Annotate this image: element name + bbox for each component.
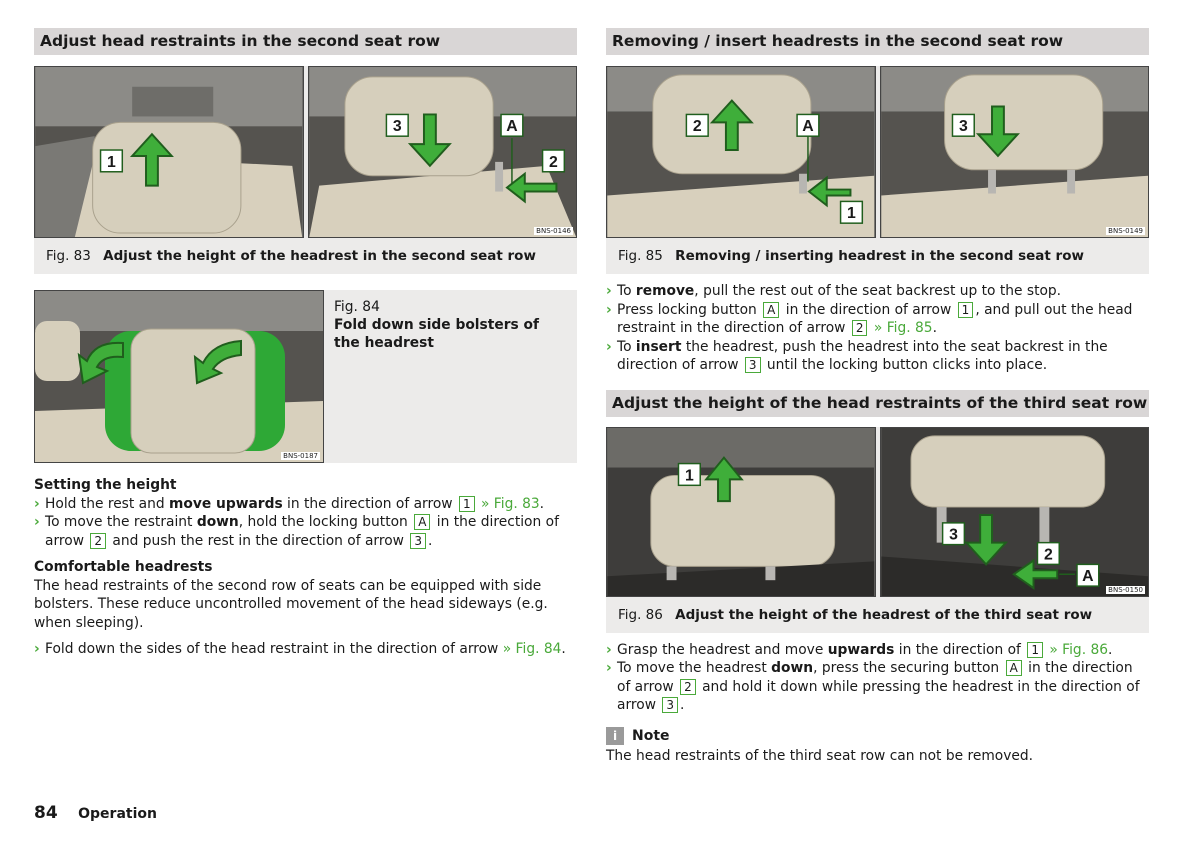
chevron-right-icon: › bbox=[606, 641, 612, 658]
section-heading: Adjust head restraints in the second seat row bbox=[34, 28, 577, 55]
step bbox=[606, 338, 1149, 375]
figure-83-photo-right bbox=[308, 66, 578, 238]
figure-link[interactable]: » Fig. 86 bbox=[1049, 641, 1109, 658]
label-2 bbox=[686, 114, 708, 136]
svg-text:3: 3 bbox=[392, 118, 402, 136]
third-row-down-illustration bbox=[881, 428, 1149, 596]
section-name: Operation bbox=[78, 806, 157, 822]
figure-83-photo-left bbox=[34, 66, 304, 238]
chevron-right-icon: › bbox=[34, 514, 40, 530]
chevron-right-icon: › bbox=[606, 301, 612, 318]
step bbox=[34, 640, 577, 659]
key-label: 1 bbox=[459, 496, 475, 512]
text: To bbox=[617, 283, 636, 299]
note-heading bbox=[606, 727, 1149, 745]
figure-85-photo-right bbox=[880, 66, 1150, 238]
text: , hold the locking button bbox=[238, 514, 413, 530]
emphasis: down bbox=[196, 514, 239, 530]
figure-number: Fig. 83 bbox=[46, 248, 91, 264]
figure-code: BNS-0150 bbox=[1108, 585, 1143, 594]
figure-86-caption bbox=[606, 597, 1149, 633]
figure-86-photo-right bbox=[880, 427, 1150, 597]
svg-text:A: A bbox=[802, 118, 814, 136]
label-2 bbox=[1037, 542, 1059, 564]
step bbox=[34, 513, 577, 550]
label-3 bbox=[386, 114, 408, 136]
key-label: 2 bbox=[90, 533, 106, 549]
text: and hold it down while pressing the headrest in the direction of arrow bbox=[617, 678, 1140, 713]
text: in the direction of bbox=[894, 641, 1026, 658]
text: and push the rest in the direction of arrow bbox=[108, 532, 409, 549]
chevron-right-icon: › bbox=[606, 283, 612, 299]
side-bolster-illustration bbox=[35, 291, 323, 462]
text: To move the restraint bbox=[45, 514, 197, 530]
figure-85-photos bbox=[606, 66, 1149, 238]
svg-text:2: 2 bbox=[548, 153, 558, 171]
third-row-steps bbox=[606, 641, 1149, 715]
key-label: 2 bbox=[680, 679, 696, 695]
step bbox=[606, 282, 1149, 301]
figure-number: Fig. 86 bbox=[618, 606, 663, 623]
headrest-remove-illustration bbox=[607, 67, 875, 237]
emphasis: remove bbox=[635, 283, 695, 299]
chevron-right-icon: › bbox=[34, 641, 40, 657]
page-number: 84 bbox=[34, 803, 58, 823]
figure-number: Fig. 85 bbox=[618, 248, 663, 264]
step bbox=[606, 641, 1149, 660]
text: . bbox=[680, 697, 685, 713]
label-1 bbox=[101, 150, 123, 172]
step bbox=[606, 301, 1149, 338]
label-A bbox=[797, 114, 819, 136]
text: in the direction of arrow bbox=[781, 301, 956, 318]
figure-86 bbox=[606, 427, 1149, 633]
figure-code: BNS-0146 bbox=[536, 227, 571, 235]
third-row-up-illustration bbox=[607, 428, 875, 596]
key-label: 1 bbox=[1027, 642, 1043, 658]
headrest-insert-illustration bbox=[881, 67, 1149, 237]
subheading: Setting the height bbox=[34, 477, 177, 493]
svg-text:3: 3 bbox=[948, 526, 958, 544]
text: To move the headrest bbox=[617, 660, 772, 676]
figure-title: Adjust the height of the headrest of the third seat row bbox=[675, 606, 1093, 623]
svg-text:A: A bbox=[1081, 567, 1094, 585]
left-column bbox=[34, 28, 577, 659]
key-label: 3 bbox=[745, 357, 761, 373]
text: Fold down the sides of the head restraint in the direction of arrow bbox=[45, 641, 503, 657]
key-label: 3 bbox=[410, 533, 426, 549]
figure-83-caption bbox=[34, 238, 577, 274]
label-1 bbox=[678, 463, 700, 485]
text: Grasp the headrest and move bbox=[617, 641, 828, 658]
emphasis: down bbox=[771, 660, 814, 676]
subheading: Comfortable headrests bbox=[34, 559, 213, 575]
figure-title: Adjust the height of the headrest in the second seat row bbox=[103, 248, 536, 264]
key-label: A bbox=[414, 514, 430, 530]
text: . bbox=[932, 320, 937, 336]
label-2 bbox=[542, 150, 564, 172]
text: , pull the rest out of the seat backrest up to the stop. bbox=[694, 283, 1062, 299]
figure-83 bbox=[34, 66, 577, 274]
key-label: 3 bbox=[662, 697, 678, 713]
figure-link[interactable]: » Fig. 83 bbox=[480, 495, 540, 512]
svg-text:1: 1 bbox=[847, 205, 856, 223]
text: Press locking button bbox=[617, 301, 762, 318]
text: , press the securing button bbox=[813, 660, 1004, 676]
text: until the locking button clicks into place. bbox=[762, 357, 1048, 373]
text: . bbox=[427, 532, 433, 549]
figure-86-photo-left bbox=[606, 427, 876, 597]
figure-84-caption bbox=[324, 290, 577, 463]
figure-code: BNS-0187 bbox=[283, 452, 318, 460]
info-icon: i bbox=[606, 727, 624, 745]
chevron-right-icon: › bbox=[34, 495, 40, 512]
label-A bbox=[1077, 564, 1099, 586]
emphasis: upwards bbox=[827, 641, 895, 658]
svg-text:1: 1 bbox=[684, 466, 694, 484]
key-label: 1 bbox=[958, 302, 974, 318]
note-text: The head restraints of the third seat row can not be removed. bbox=[606, 747, 1034, 764]
figure-85-photo-left bbox=[606, 66, 876, 238]
text: in the direction of arrow bbox=[617, 660, 1133, 695]
figure-85 bbox=[606, 66, 1149, 274]
svg-text:1: 1 bbox=[107, 153, 116, 171]
key-label: 2 bbox=[852, 320, 868, 336]
text: in the direction of arrow bbox=[45, 514, 559, 549]
headrest-up-illustration bbox=[35, 67, 303, 237]
text: , and pull out the head restraint in the direction of arrow bbox=[617, 301, 1133, 336]
text: Hold the rest and bbox=[45, 495, 170, 512]
text: . bbox=[1108, 641, 1113, 658]
key-label: A bbox=[763, 302, 779, 318]
chevron-right-icon: › bbox=[606, 660, 612, 676]
remove-steps bbox=[606, 282, 1149, 375]
figure-number: Fig. 84 bbox=[334, 299, 380, 315]
page-footer bbox=[34, 803, 157, 823]
figure-84 bbox=[34, 290, 577, 463]
svg-text:3: 3 bbox=[958, 118, 968, 136]
figure-title: Fold down side bolsters of the headrest bbox=[334, 317, 540, 351]
label-A bbox=[501, 114, 523, 136]
chevron-right-icon: › bbox=[606, 338, 612, 355]
note-title: Note bbox=[632, 727, 670, 744]
figure-83-photos bbox=[34, 66, 577, 238]
section-heading: Removing / insert headrests in the second seat row bbox=[606, 28, 1149, 55]
setting-height-block bbox=[34, 476, 577, 659]
text: . bbox=[539, 495, 545, 512]
svg-text:2: 2 bbox=[692, 118, 702, 136]
step bbox=[606, 659, 1149, 715]
label-1 bbox=[841, 201, 863, 223]
label-3 bbox=[952, 114, 974, 136]
headrest-down-illustration bbox=[309, 67, 577, 237]
paragraph: The head restraints of the second row of seats can be equipped with side bolsters. These reduce uncontrolled movement of the head sideways (e.g. when sleeping). bbox=[34, 577, 548, 631]
figure-85-caption bbox=[606, 238, 1149, 274]
emphasis: insert bbox=[635, 338, 682, 355]
text: in the direction of arrow bbox=[282, 495, 457, 512]
figure-code: BNS-0149 bbox=[1108, 227, 1143, 235]
figure-link[interactable]: » Fig. 84 bbox=[502, 641, 562, 657]
svg-text:A: A bbox=[505, 118, 518, 136]
figure-84-photo bbox=[34, 290, 324, 463]
step bbox=[34, 495, 577, 514]
text: the headrest, push the headrest into the seat backrest in the direction of arrow bbox=[617, 338, 1108, 373]
figure-86-photos bbox=[606, 427, 1149, 597]
svg-text:2: 2 bbox=[1043, 545, 1053, 563]
label-3 bbox=[942, 522, 964, 544]
figure-link[interactable]: » Fig. 85 bbox=[873, 320, 933, 336]
emphasis: move upwards bbox=[169, 495, 283, 512]
figure-title: Removing / inserting headrest in the second seat row bbox=[675, 248, 1084, 264]
text: . bbox=[561, 641, 566, 657]
section-heading: Adjust the height of the head restraints of the third seat row bbox=[606, 390, 1149, 417]
right-column bbox=[606, 28, 1149, 765]
key-label: A bbox=[1006, 660, 1022, 676]
text: To bbox=[617, 338, 636, 355]
